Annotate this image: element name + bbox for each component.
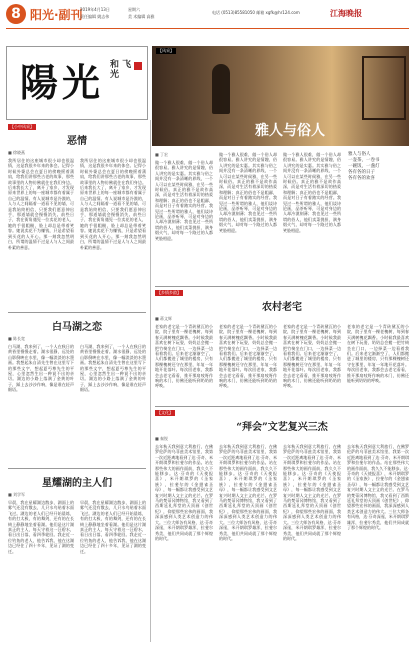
article-5-tag: 【乡情乡韵】 — [157, 290, 181, 295]
article-6-author: ■ 秦锐 — [155, 436, 169, 441]
article-6-body-col2: 去年秋天我到意大利旅行，在佛罗伦萨的乌菲兹美术馆里，我第一次近距离地看到了达·芬奇、米开朗琪罗和拉斐尔的作品。站在那些伟大的画作面前，我久久不能移步。达·芬奇的《天使报喜》，米开朗琪罗的《圣家族》，拉斐尔的《金翅雀圣母》，每一幅都让我感受到文艺复兴时期人文主义的光芒。在罗马的梵蒂冈博物馆，我又看到了西斯廷礼拜堂的天顶画《创世纪》，仰望那些宏伟的画面，我深深感到人类艺术创造力的伟大。三位大师各有风格，达·芬奇深邃，米开朗琪罗雄浑，拉斐尔秀美，他们共同成就了那个辉煌的时代。 — [219, 444, 277, 541]
window-frame — [362, 56, 406, 120]
article-6-title: “拜会”文艺复兴三杰 — [236, 422, 328, 433]
masthead-logo: 陽光 — [20, 60, 105, 105]
article-4-body-col1: 做一个雅人很难，做一个俗人却很容易。雅人讲究的是情趣，俗人讲究的是实惠。其实雅与俗之间并没有一条清晰的界线，一个人可以在某些时候雅，在另一些时候俗。真正的雅不是故作高深，而是对生活有着深切的热爱和理解；真正的俗也不是粗鄙，而是对日子有着踏实的经营。我见过一些所谓的雅人，他们谈诗论画，品茶听琴，可是对身边的人却冷漠刻薄；我也见过一些所谓的俗人，他们卖菜挑担，满身烟火气，却对每一个路过的人都笑脸相迎。 — [155, 160, 213, 241]
article-5-body-col2: 老家的老宅是一个青砖黛瓦的小院，院子里有一棵老槐树，每到春天满树槐花飘香。小时候我最喜欢在树下玩耍，奶奶总会搬一把竹椅坐在门口，一边择菜一边看着我们。后来老宅渐渐空了，人们都搬进了城里的楼房，只有那棵槐树还守在那里，年复一年地开花落叶。每次回老家，我都会去老宅看看，推开那扇吱呀作响的木门，仿佛还能听到奶奶的呼唤。 — [219, 324, 277, 389]
contact-line: 电话 (0513)85581050 邮箱 xgfk@hr124.com — [212, 10, 300, 15]
article-2-body-col2: 白马湖，我来到了，一个人在秋日的黄昏里慢慢走着。湖水很静，远处的山影倒映在水里，像一幅淡淡的水墨画。我想起朱自清先生曾在这里写下的那些文字，想起夏丏尊先生的平屋，心里忽然生出一种说不出的亲切。湖边的小路上落满了金黄的叶子，踩上去沙沙作响，像是谁在轻声细语。 — [80, 344, 146, 393]
article-5-author: ■ 蒋文辉 — [155, 316, 173, 321]
poem-line: 各有各的欢喜 — [348, 176, 375, 181]
article-2-body-col1: 白马湖，我来到了，一个人在秋日的黄昏里慢慢走着。湖水很静，远处的山影倒映在水里，像一幅淡淡的水墨画。我想起朱自清先生曾在这里写下的那些文字，想起夏丏尊先生的平屋，心里忽然生出一种说不出的亲切。湖边的小路上落满了金黄的叶子，踩上去沙沙作响，像是谁在轻声细语。 — [8, 344, 74, 393]
poem-line: 一壶茶，一卷书 — [348, 158, 380, 163]
red-seal-icon — [134, 62, 142, 70]
weekday: 星期六 — [128, 7, 140, 12]
poem-line: 一碗饭，一盏灯 — [348, 164, 380, 169]
article-2-author: ■ 陈长宽 — [8, 336, 26, 341]
page-number: 8 — [6, 4, 26, 24]
poem-line: 各有各的日子 — [348, 170, 375, 175]
art-editor-line: 美 术编辑 高雅 — [128, 14, 155, 19]
divider — [155, 286, 409, 287]
article-3-title: 星耀湖的主人们 — [42, 478, 112, 489]
column-divider — [150, 120, 151, 642]
article-1-body-col2: 我所居住的这座城市很小却也很温情，这是我很多年来的体会。记得小时候外婆总会在夏日的傍晚摇着蒲扇，给我们讲那些古老的故事，那些故事里的人物仿佛就住在我们身边。后来我长大了，离开了家乡，才发现原来世界上的每一座城市都有着属于自己的温情。有人说城市是冷漠的，人与人之间隔着一道看不见的墙，可是我始终相信，只要我们愿意伸出手，那道墙就会慢慢消失。前些日子，我在街角遇见一位卖花的老人，她的手很粗糙，脸上却总是带着笑容。她说卖花不为赚钱，只是希望看到买花的人开心。那一刻我忽然明白，所谓的温情不过是人与人之间最朴素的善意。 — [80, 158, 146, 250]
article-5-body-col4: 老家的老宅是一个青砖黛瓦的小院，院子里有一棵老槐树，每到春天满树槐花飘香。小时候我最喜欢在树下玩耍，奶奶总会搬一把竹椅坐在门口，一边择菜一边看着我们。后来老宅渐渐空了，人们都搬进了城里的楼房，只有那棵槐树还守在那里，年复一年地开花落叶。每次回老家，我都会去老宅看看，推开那扇吱呀作响的木门，仿佛还能听到奶奶的呼唤。 — [347, 324, 409, 384]
article-1-tag: 【小中风采】 — [10, 124, 34, 129]
editor-line: 责任编辑 姚志伟 — [80, 14, 110, 19]
issue-date: 2019年4月13日 — [80, 7, 110, 12]
article-4-poem — [348, 152, 408, 182]
article-6-body-col4: 去年秋天我到意大利旅行，在佛罗伦萨的乌菲兹美术馆里，我第一次近距离地看到了达·芬奇、米开朗琪罗和拉斐尔的作品。站在那些伟大的画作面前，我久久不能移步。达·芬奇的《天使报喜》，米开朗琪罗的《圣家族》，拉斐尔的《金翅雀圣母》，每一幅都让我感受到文艺复兴时期人文主义的光芒。在罗马的梵蒂冈博物馆，我又看到了西斯廷礼拜堂的天顶画《创世纪》，仰望那些宏伟的画面，我深深感到人类艺术创造力的伟大。三位大师各有风格，达·芬奇深邃，米开朗琪罗雄浑，拉斐尔秀美，他们共同成就了那个辉煌的时代。 — [347, 444, 409, 531]
article-3-body-col2: 早晨，我在星耀湖边散步，湖面上的雾气还没有散去，几只水鸟贴着水面飞过。湖边的老人们已经开始晨练，有的打太极，有的舞剑，还有的在长椅上静静地坐着看湖。他们是这片湖真正的主人，每天守着这一汪碧水，看日出日落，看四季轮回。我走近一位钓鱼的老人，他告诉我，他在这湖边已经住了四十多年，见证了湖的变迁。 — [80, 500, 146, 554]
photo-tag: 【风采】 — [158, 48, 174, 53]
divider — [8, 468, 146, 469]
person-silhouette — [212, 64, 230, 114]
divider — [8, 312, 146, 313]
page-header — [0, 0, 415, 36]
article-3-author: ■ 刘学军 — [8, 492, 26, 497]
article-4-body-col3: 做一个雅人很难，做一个俗人却很容易。雅人讲究的是情趣，俗人讲究的是实惠。其实雅与俗之间并没有一条清晰的界线，一个人可以在某些时候雅，在另一些时候俗。真正的雅不是故作高深，而是对生活有着深切的热爱和理解；真正的俗也不是粗鄙，而是对日子有着踏实的经营。我见过一些所谓的雅人，他们谈诗论画，品茶听琴，可是对身边的人却冷漠刻薄；我也见过一些所谓的俗人，他们卖菜挑担，满身烟火气，却对每一个路过的人都笑脸相迎。 — [283, 152, 341, 233]
newspaper-brand: 江海晚报 — [330, 9, 362, 18]
poem-line: 雅人与俗人 — [348, 152, 371, 157]
article-6-body-col1: 去年秋天我到意大利旅行，在佛罗伦萨的乌菲兹美术馆里，我第一次近距离地看到了达·芬奇、米开朗琪罗和拉斐尔的作品。站在那些伟大的画作面前，我久久不能移步。达·芬奇的《天使报喜》，米开朗琪罗的《圣家族》，拉斐尔的《金翅雀圣母》，每一幅都让我感受到文艺复兴时期人文主义的光芒。在罗马的梵蒂冈博物馆，我又看到了西斯廷礼拜堂的天顶画《创世纪》，仰望那些宏伟的画面，我深深感到人类艺术创造力的伟大。三位大师各有风格，达·芬奇深邃，米开朗琪罗雄浑，拉斐尔秀美，他们共同成就了那个辉煌的时代。 — [155, 444, 213, 541]
article-2-title: 白马湖之恋 — [52, 322, 102, 333]
article-3-body-col1: 早晨，我在星耀湖边散步，湖面上的雾气还没有散去，几只水鸟贴着水面飞过。湖边的老人们已经开始晨练，有的打太极，有的舞剑，还有的在长椅上静静地坐着看湖。他们是这片湖真正的主人，每天守着这一汪碧水，看日出日落，看四季轮回。我走近一位钓鱼的老人，他告诉我，他在这湖边已经住了四十多年，见证了湖的变迁。 — [8, 500, 74, 554]
article-1-body-col1: 我所居住的这座城市很小却也很温情，这是我很多年来的体会。记得小时候外婆总会在夏日的傍晚摇着蒲扇，给我们讲那些古老的故事，那些故事里的人物仿佛就住在我们身边。后来我长大了，离开了家乡，才发现原来世界上的每一座城市都有着属于自己的温情。有人说城市是冷漠的，人与人之间隔着一道看不见的墙，可是我始终相信，只要我们愿意伸出手，那道墙就会慢慢消失。前些日子，我在街角遇见一位卖花的老人，她的手很粗糙，脸上却总是带着笑容。她说卖花不为赚钱，只是希望看到买花的人开心。那一刻我忽然明白，所谓的温情不过是人与人之间最朴素的善意。 — [8, 158, 74, 250]
article-1-title: 恶情 — [67, 136, 87, 147]
article-4-body-col2: 做一个雅人很难，做一个俗人却很容易。雅人讲究的是情趣，俗人讲究的是实惠。其实雅与俗之间并没有一条清晰的界线，一个人可以在某些时候雅，在另一些时候俗。真正的雅不是故作高深，而是对生活有着深切的热爱和理解；真正的俗也不是粗鄙，而是对日子有着踏实的经营。我见过一些所谓的雅人，他们谈诗论画，品茶听琴，可是对身边的人却冷漠刻薄；我也见过一些所谓的俗人，他们卖菜挑担，满身烟火气，却对每一个路过的人都笑脸相迎。 — [219, 152, 277, 233]
article-5-body-col1: 老家的老宅是一个青砖黛瓦的小院，院子里有一棵老槐树，每到春天满树槐花飘香。小时候我最喜欢在树下玩耍，奶奶总会搬一把竹椅坐在门口，一边择菜一边看着我们。后来老宅渐渐空了，人们都搬进了城里的楼房，只有那棵槐树还守在那里，年复一年地开花落叶。每次回老家，我都会去老宅看看，推开那扇吱呀作响的木门，仿佛还能听到奶奶的呼唤。 — [155, 324, 213, 389]
photo-title: 雅人与俗人 — [255, 123, 325, 139]
article-5-title: 农村老宅 — [262, 302, 302, 313]
article-6-tag: 【文化】 — [157, 410, 173, 415]
article-5-body-col3: 老家的老宅是一个青砖黛瓦的小院，院子里有一棵老槐树，每到春天满树槐花飘香。小时候我最喜欢在树下玩耍，奶奶总会搬一把竹椅坐在门口，一边择菜一边看着我们。后来老宅渐渐空了，人们都搬进了城里的楼房，只有那棵槐树还守在那里，年复一年地开花落叶。每次回老家，我都会去老宅看看，推开那扇吱呀作响的木门，仿佛还能听到奶奶的呼唤。 — [283, 324, 341, 389]
article-4-author: ■ 丁宏 — [155, 152, 169, 157]
article-6-body-col3: 去年秋天我到意大利旅行，在佛罗伦萨的乌菲兹美术馆里，我第一次近距离地看到了达·芬奇、米开朗琪罗和拉斐尔的作品。站在那些伟大的画作面前，我久久不能移步。达·芬奇的《天使报喜》，米开朗琪罗的《圣家族》，拉斐尔的《金翅雀圣母》，每一幅都让我感受到文艺复兴时期人文主义的光芒。在罗马的梵蒂冈博物馆，我又看到了西斯廷礼拜堂的天顶画《创世纪》，仰望那些宏伟的画面，我深深感到人类艺术创造力的伟大。三位大师各有风格，达·芬奇深邃，米开朗琪罗雄浑，拉斐尔秀美，他们共同成就了那个辉煌的时代。 — [283, 444, 341, 541]
header-rule — [6, 28, 409, 29]
divider — [155, 406, 409, 407]
article-1-author: ■ 徐晓燕 — [8, 150, 26, 155]
masthead-subtitle: 和 飞 光 — [110, 60, 132, 80]
section-title: 阳光·副刊 — [30, 8, 83, 22]
